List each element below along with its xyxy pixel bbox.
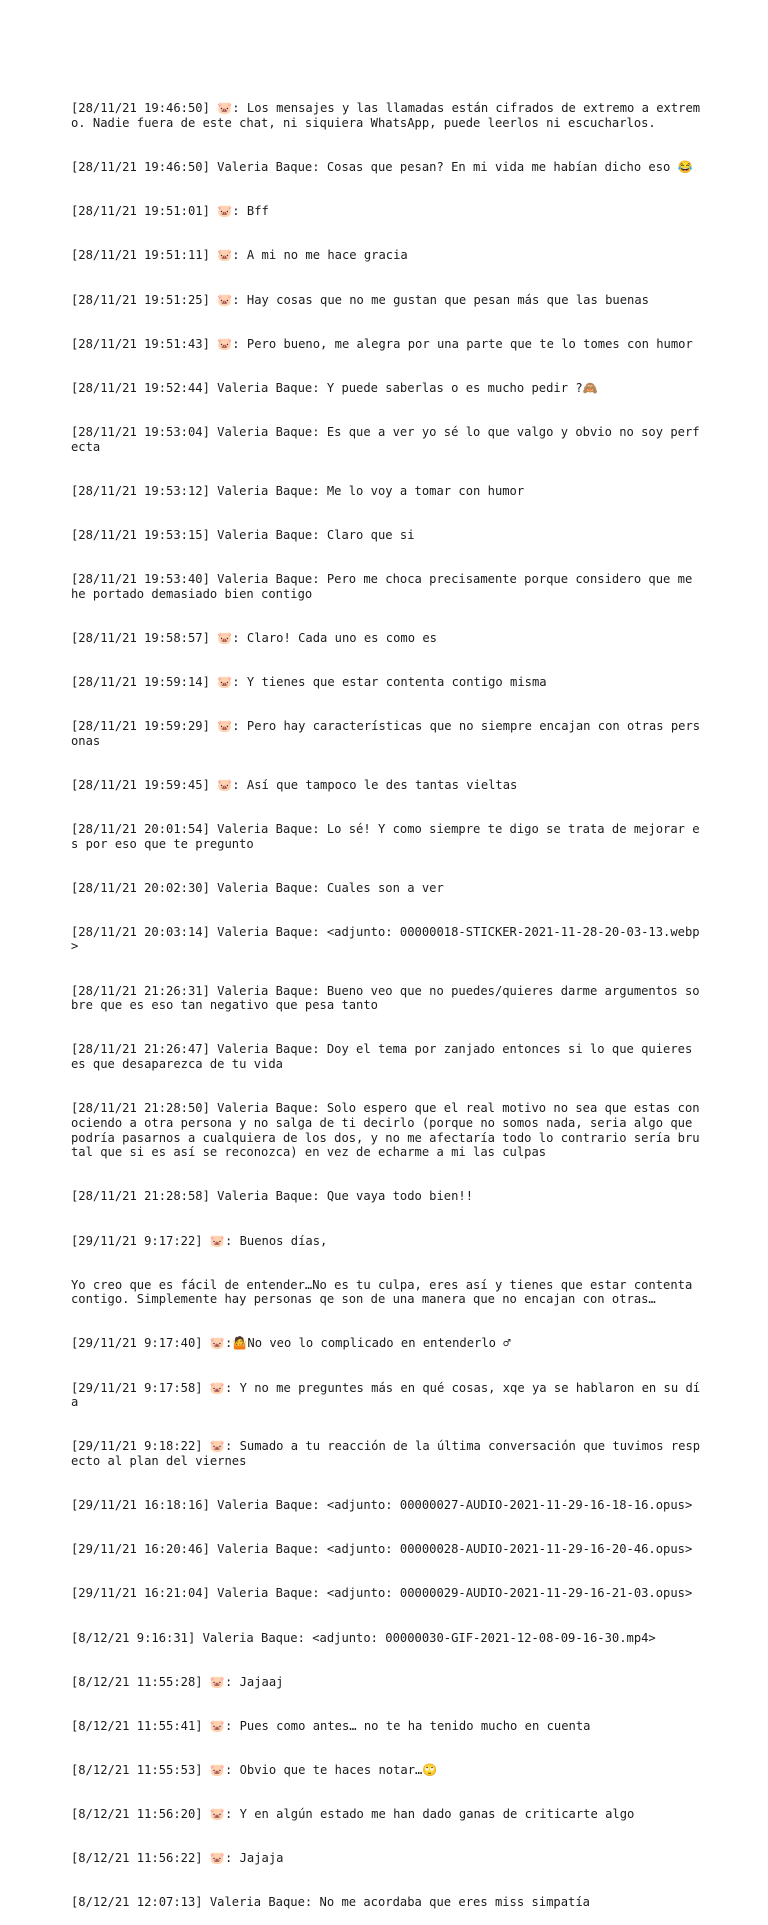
- chat-line: [8/12/21 11:56:20] 🐷: Y en algún estado me han dado ganas de criticarte algo: [71, 1806, 635, 1821]
- chat-line: [28/11/21 19:59:45] 🐷: Así que tampoco le des tantas vieltas: [71, 777, 518, 792]
- chat-line: Yo creo que es fácil de entender…No es tu culpa, eres así y tienes que estar contenta contigo. Simplemente hay personas qe son de una manera que no encajan con otras…: [71, 1277, 700, 1307]
- chat-line: [28/11/21 19:59:29] 🐷: Pero hay características que no siempre encajan con otras personas: [71, 718, 701, 748]
- chat-line: [28/11/21 19:52:44] Valeria Baque: Y puede saberlas o es mucho pedir ?🙈: [71, 380, 598, 395]
- chat-line: [28/11/21 20:01:54] Valeria Baque: Lo sé! Y como siempre te digo se trata de mejorar es por eso que te pregunto: [71, 821, 700, 851]
- chat-transcript: [71, 72, 701, 1925]
- chat-line: [28/11/21 19:58:57] 🐷: Claro! Cada uno es como es: [71, 630, 437, 645]
- chat-line: [28/11/21 21:26:31] Valeria Baque: Bueno veo que no puedes/quieres darme argumentos sobre que es eso tan negativo que pesa tanto: [71, 983, 700, 1013]
- chat-line: [8/12/21 11:55:41] 🐷: Pues como antes… no te ha tenido mucho en cuenta: [71, 1718, 591, 1733]
- chat-line: [8/12/21 11:56:22] 🐷: Jajaja: [71, 1851, 284, 1866]
- chat-line: [8/12/21 9:16:31] Valeria Baque: <adjunto: 00000030-GIF-2021-12-08-09-16-30.mp4>: [71, 1630, 656, 1645]
- chat-line: [28/11/21 19:51:43] 🐷: Pero bueno, me alegra por una parte que te lo tomes con humor: [71, 336, 693, 351]
- chat-line: [28/11/21 19:46:50] 🐷: Los mensajes y las llamadas están cifrados de extremo a extremo. Nadie fuera de este chat, ni siquiera WhatsApp, puede leerlos ni escucharlos.: [71, 101, 701, 131]
- chat-line: [29/11/21 9:17:58] 🐷: Y no me preguntes más en qué cosas, xqe ya se hablaron en su día: [71, 1380, 701, 1410]
- chat-line: [28/11/21 21:26:47] Valeria Baque: Doy el tema por zanjado entonces si lo que quieres es que desaparezca de tu vida: [71, 1042, 700, 1072]
- chat-line: [8/12/21 11:55:28] 🐷: Jajaaj: [71, 1674, 284, 1689]
- chat-line: [28/11/21 19:46:50] Valeria Baque: Cosas que pesan? En mi vida me habían dicho eso 😂: [71, 160, 693, 175]
- chat-line: [29/11/21 16:21:04] Valeria Baque: <adjunto: 00000029-AUDIO-2021-11-29-16-21-03.opus>: [71, 1586, 693, 1601]
- chat-line: [29/11/21 16:18:16] Valeria Baque: <adjunto: 00000027-AUDIO-2021-11-29-16-18-16.opus>: [71, 1498, 693, 1513]
- chat-line: [28/11/21 20:02:30] Valeria Baque: Cuales son a ver: [71, 880, 444, 895]
- chat-line: [28/11/21 19:53:04] Valeria Baque: Es que a ver yo sé lo que valgo y obvio no soy perfecta: [71, 424, 700, 454]
- chat-line: [28/11/21 19:51:11] 🐷: A mi no me hace gracia: [71, 248, 408, 263]
- chat-line: [29/11/21 16:20:46] Valeria Baque: <adjunto: 00000028-AUDIO-2021-11-29-16-20-46.opus>: [71, 1542, 693, 1557]
- chat-line: [28/11/21 20:03:14] Valeria Baque: <adjunto: 00000018-STICKER-2021-11-28-20-03-13.webp>: [71, 924, 700, 954]
- chat-line: [28/11/21 21:28:58] Valeria Baque: Que vaya todo bien!!: [71, 1189, 474, 1204]
- chat-line: [8/12/21 11:55:53] 🐷: Obvio que te haces notar…🙄: [71, 1762, 438, 1777]
- chat-line: [28/11/21 19:53:12] Valeria Baque: Me lo voy a tomar con humor: [71, 483, 525, 498]
- chat-line: [28/11/21 21:28:50] Valeria Baque: Solo espero que el real motivo no sea que estas conociendo a otra persona y no salga de ti decirlo (porque no somos nada, seria algo que podría pasarnos a cualquiera de los dos, y no me afectaría todo lo contrario sería brutal que si es así se reconozca) en vez de echarme a mi las culpas: [71, 1101, 700, 1160]
- chat-line: [28/11/21 19:53:15] Valeria Baque: Claro que si: [71, 527, 415, 542]
- chat-line: [29/11/21 9:17:40] 🐷:🤷No veo lo complicado en entenderlo ♂: [71, 1336, 511, 1351]
- chat-line: [8/12/21 12:07:13] Valeria Baque: No me acordaba que eres miss simpatía: [71, 1895, 590, 1910]
- chat-line: [28/11/21 19:51:25] 🐷: Hay cosas que no me gustan que pesan más que las buenas: [71, 292, 649, 307]
- chat-line: [29/11/21 9:18:22] 🐷: Sumado a tu reacción de la última conversación que tuvimos respecto al plan del viernes: [71, 1439, 701, 1469]
- chat-line: [28/11/21 19:51:01] 🐷: Bff: [71, 204, 269, 219]
- chat-line: [28/11/21 19:53:40] Valeria Baque: Pero me choca precisamente porque considero que me he portado demasiado bien contigo: [71, 571, 700, 601]
- chat-line: [29/11/21 9:17:22] 🐷: Buenos días,: [71, 1233, 328, 1248]
- chat-line: [28/11/21 19:59:14] 🐷: Y tienes que estar contenta contigo misma: [71, 674, 547, 689]
